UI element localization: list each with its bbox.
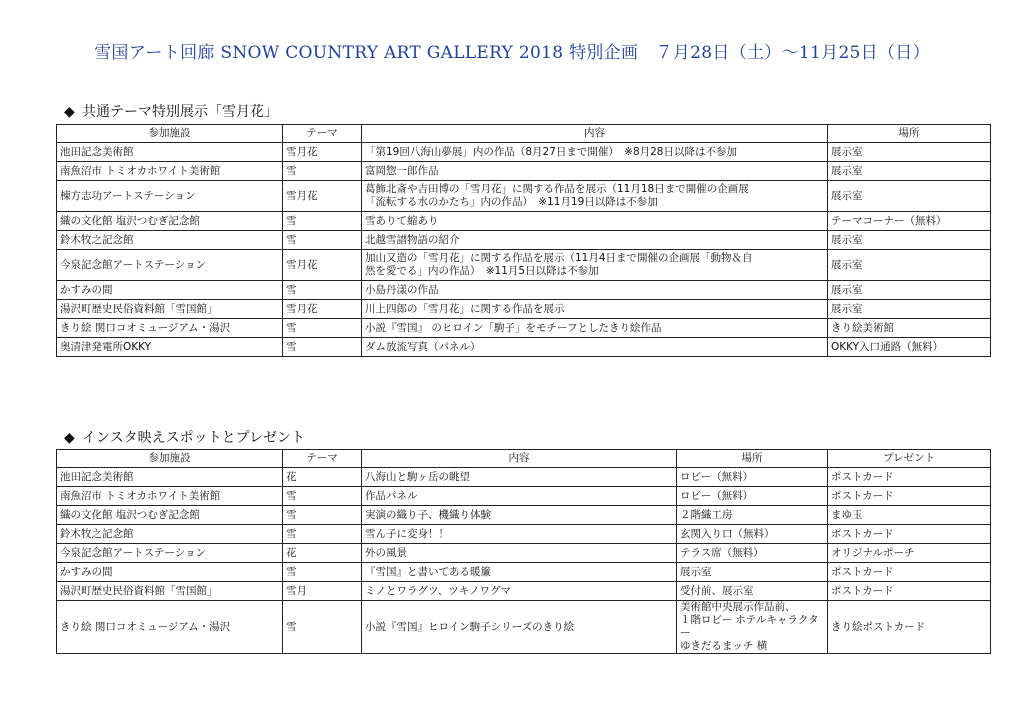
table-row (57, 525, 991, 544)
table-row (57, 319, 991, 338)
table-row (57, 300, 991, 319)
content-cell: 富岡惣一郎作品 (362, 162, 828, 181)
facility-cell: 南魚沼市 トミオカホワイト美術館 (57, 487, 283, 506)
theme-cell: 雪 (283, 601, 362, 654)
theme-cell: 雪 (283, 162, 362, 181)
content-cell: 八海山と駒ヶ岳の眺望 (362, 468, 677, 487)
content-cell: 小島丹漾の作品 (362, 281, 828, 300)
facility-cell: 湯沢町歴史民俗資料館「雪国館」 (57, 300, 283, 319)
place-cell: 展示室 (828, 250, 991, 281)
section-heading-insta (64, 427, 305, 447)
present-cell: ポストカード (828, 563, 991, 582)
place-cell: きり絵美術館 (828, 319, 991, 338)
facility-cell: きり絵 関口コオミュージアム・湯沢 (57, 601, 283, 654)
theme-cell: 雪月花 (283, 250, 362, 281)
place-cell: 展示室 (828, 281, 991, 300)
table-header-row (57, 125, 991, 143)
table-row (57, 338, 991, 357)
content-cell: 「第19回八海山夢展」内の作品（8月27日まで開催） ※8月28日以降は不参加 (362, 143, 828, 162)
theme-cell: 花 (283, 468, 362, 487)
place-cell: テーマコーナー（無料） (828, 212, 991, 231)
table-row (57, 506, 991, 525)
diamond-icon: ◆ (64, 430, 75, 446)
table-row (57, 601, 991, 654)
facility-cell: 南魚沼市 トミオカホワイト美術館 (57, 162, 283, 181)
place-cell: 展示室 (828, 143, 991, 162)
table-row (57, 231, 991, 250)
present-cell: ポストカード (828, 487, 991, 506)
insta-spots-table (56, 449, 991, 654)
table-row (57, 212, 991, 231)
present-cell: ポストカード (828, 468, 991, 487)
table-row (57, 162, 991, 181)
content-cell: 北越雪譜物語の紹介 (362, 231, 828, 250)
theme-cell: 雪 (283, 506, 362, 525)
content-cell: ダム放流写真（パネル） (362, 338, 828, 357)
column-header: 参加施設 (57, 125, 283, 143)
present-cell: ポストカード (828, 582, 991, 601)
content-cell: 加山又造の「雪月花」に関する作品を展示（11月4日まで開催の企画展「動物＆自 然を愛でる」内の作品） ※11月5日以降は不参加 (362, 250, 828, 281)
place-cell: ロビー（無料） (677, 487, 828, 506)
facility-cell: 鈴木牧之記念館 (57, 231, 283, 250)
place-cell: 美術館中央展示作品前、 １階ロビー ホテルキャラクター ゆきだるまッチ 横 (677, 601, 828, 654)
place-cell: 展示室 (828, 231, 991, 250)
content-cell: ミノとワラグツ、ツキノワグマ (362, 582, 677, 601)
facility-cell: 奥清津発電所OKKY (57, 338, 283, 357)
theme-cell: 雪 (283, 525, 362, 544)
place-cell: 展示室 (828, 300, 991, 319)
place-cell: 受付前、展示室 (677, 582, 828, 601)
theme-cell: 雪 (283, 231, 362, 250)
table-row (57, 181, 991, 212)
table-row (57, 250, 991, 281)
section-heading-label: 共通テーマ特別展示「雪月花」 (82, 104, 278, 120)
content-cell: 作品パネル (362, 487, 677, 506)
column-header: 場所 (828, 125, 991, 143)
facility-cell: 今泉記念館アートステーション (57, 250, 283, 281)
diamond-icon: ◆ (64, 104, 75, 120)
facility-cell: かすみの間 (57, 281, 283, 300)
exhibition-table (56, 124, 991, 357)
table-header-row (57, 450, 991, 468)
place-cell: ロビー（無料） (677, 468, 828, 487)
content-cell: 外の風景 (362, 544, 677, 563)
theme-cell: 雪 (283, 487, 362, 506)
theme-cell: 雪月花 (283, 143, 362, 162)
facility-cell: 今泉記念館アートステーション (57, 544, 283, 563)
content-cell: 川上四郎の「雪月花」に関する作品を展示 (362, 300, 828, 319)
column-header: プレゼント (828, 450, 991, 468)
facility-cell: 池田記念美術館 (57, 143, 283, 162)
table-row (57, 487, 991, 506)
content-cell: 雪ん子に変身！！ (362, 525, 677, 544)
facility-cell: 棟方志功アートステーション (57, 181, 283, 212)
theme-cell: 雪月花 (283, 300, 362, 319)
facility-cell: かすみの間 (57, 563, 283, 582)
present-cell: ポストカード (828, 525, 991, 544)
column-header: 場所 (677, 450, 828, 468)
facility-cell: 湯沢町歴史民俗資料館「雪国館」 (57, 582, 283, 601)
column-header: 内容 (362, 125, 828, 143)
theme-cell: 雪 (283, 281, 362, 300)
facility-cell: 織の文化館 塩沢つむぎ記念館 (57, 506, 283, 525)
table-row (57, 281, 991, 300)
place-cell: OKKY入口通路（無料） (828, 338, 991, 357)
facility-cell: 織の文化館 塩沢つむぎ記念館 (57, 212, 283, 231)
content-cell: 小説『雪国』ヒロイン駒子シリーズのきり絵 (362, 601, 677, 654)
place-cell: 玄関入り口（無料） (677, 525, 828, 544)
present-cell: きり絵ポストカード (828, 601, 991, 654)
column-header: テーマ (283, 125, 362, 143)
present-cell: オリジナルポーチ (828, 544, 991, 563)
section-heading-label: インスタ映えスポットとプレゼント (82, 430, 306, 446)
table-row (57, 143, 991, 162)
column-header: 参加施設 (57, 450, 283, 468)
place-cell: テラス席（無料） (677, 544, 828, 563)
table-row (57, 468, 991, 487)
content-cell: 実演の織り子、機織り体験 (362, 506, 677, 525)
section-heading-exhibition (64, 101, 278, 121)
theme-cell: 雪月花 (283, 181, 362, 212)
theme-cell: 雪 (283, 338, 362, 357)
content-cell: 小説『雪国』 のヒロイン「駒子」をモチーフとしたきり絵作品 (362, 319, 828, 338)
facility-cell: 池田記念美術館 (57, 468, 283, 487)
theme-cell: 雪 (283, 563, 362, 582)
column-header: テーマ (283, 450, 362, 468)
table-row (57, 563, 991, 582)
page-title: 雪国アート回廊 SNOW COUNTRY ART GALLERY 2018 特別企画 ７月28日（土）～11月25日（日） (94, 43, 930, 63)
theme-cell: 花 (283, 544, 362, 563)
present-cell: まゆ玉 (828, 506, 991, 525)
content-cell: 葛飾北斎や吉田博の「雪月花」に関する作品を展示（11月18日まで開催の企画展 「流転する水のかたち」内の作品） ※11月19日以降は不参加 (362, 181, 828, 212)
theme-cell: 雪月 (283, 582, 362, 601)
place-cell: 展示室 (828, 181, 991, 212)
column-header: 内容 (362, 450, 677, 468)
content-cell: 雪ありて縮あり (362, 212, 828, 231)
theme-cell: 雪 (283, 212, 362, 231)
facility-cell: きり絵 関口コオミュージアム・湯沢 (57, 319, 283, 338)
table-row (57, 582, 991, 601)
content-cell: 『雪国』と書いてある暖簾 (362, 563, 677, 582)
place-cell: 展示室 (677, 563, 828, 582)
facility-cell: 鈴木牧之記念館 (57, 525, 283, 544)
place-cell: 展示室 (828, 162, 991, 181)
table-row (57, 544, 991, 563)
theme-cell: 雪 (283, 319, 362, 338)
place-cell: ２階織工房 (677, 506, 828, 525)
